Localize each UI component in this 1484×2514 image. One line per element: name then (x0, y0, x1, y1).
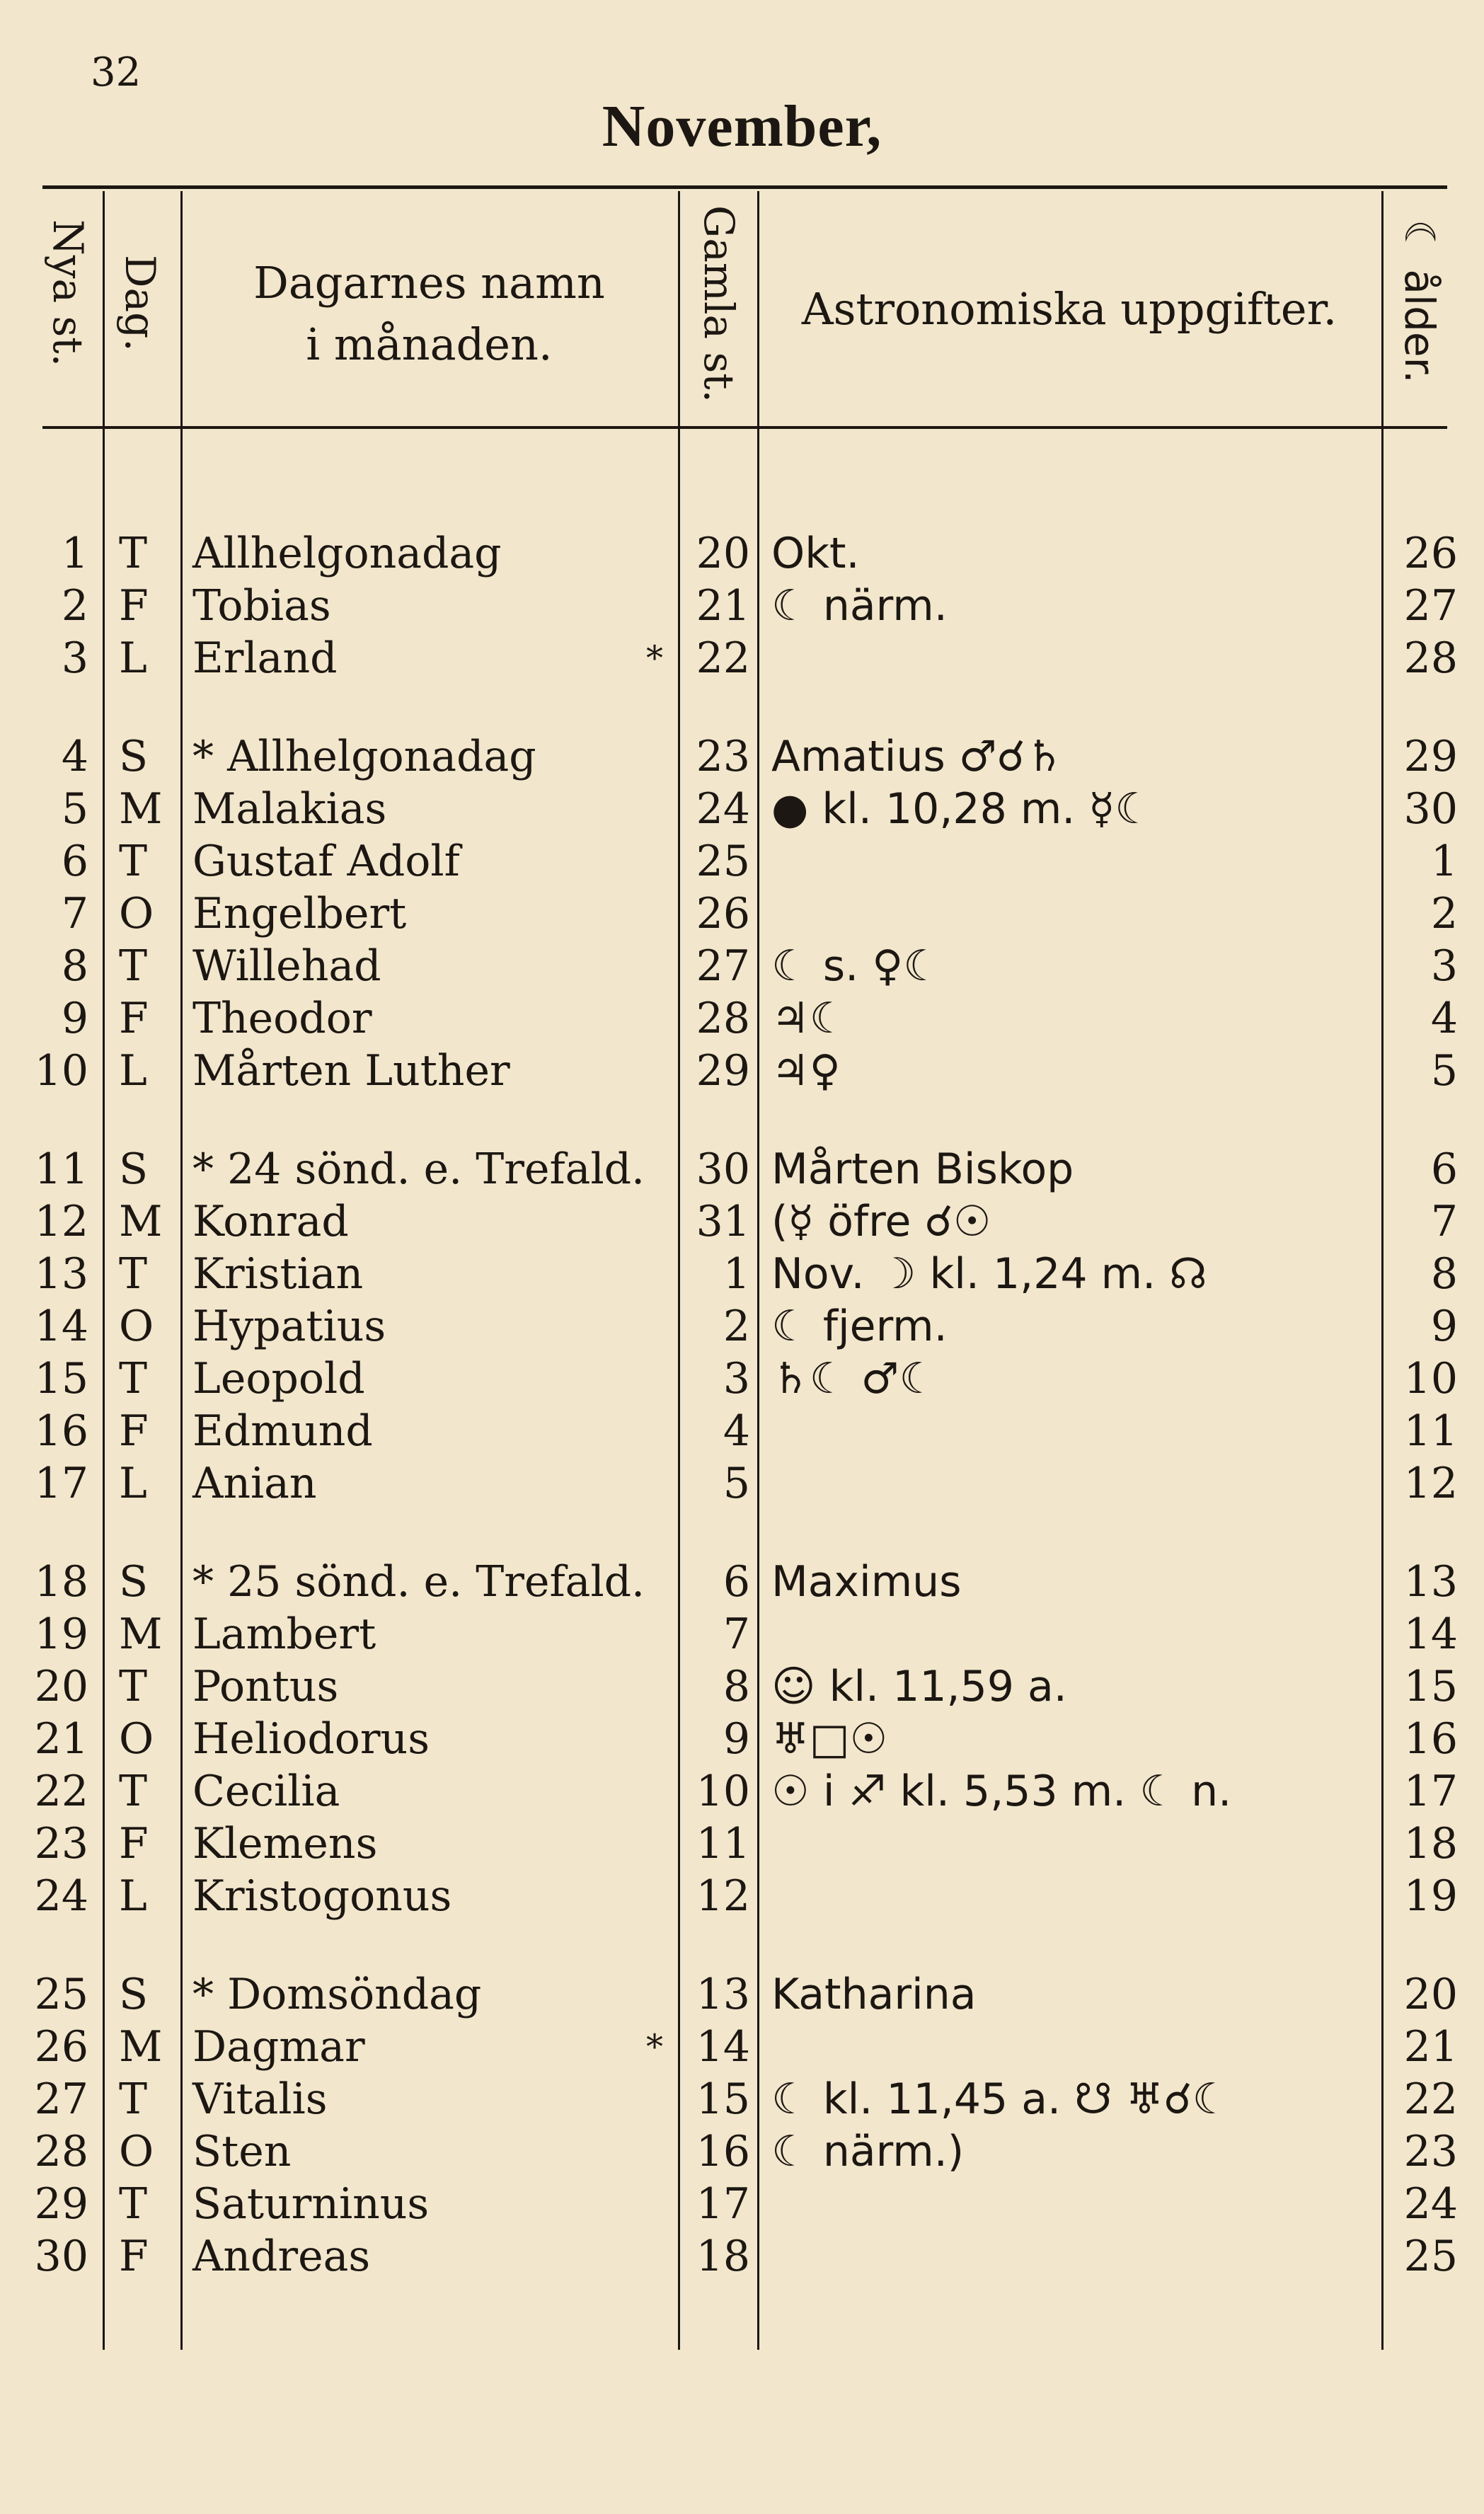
astronomical-note: Mårten Biskop (771, 1144, 1074, 1194)
day-name: * 25 sönd. e. Trefald. (192, 1557, 645, 1607)
day-name: Dagmar (192, 2022, 365, 2072)
day-name: Klemens (192, 1819, 378, 1869)
header-astronomy: Astronomiska uppgifter. (801, 283, 1338, 335)
day-number-new-style: 5 (61, 784, 88, 834)
moon-age: 1 (1430, 837, 1458, 886)
table-row (0, 1968, 1484, 2021)
moon-age: 10 (1403, 1354, 1458, 1404)
weekday-letter: F (119, 994, 149, 1043)
weekday-letter: O (119, 889, 154, 939)
table-row (0, 2021, 1484, 2073)
day-number-old-style: 15 (696, 2074, 750, 2124)
astronomical-note: Katharina (771, 1970, 977, 2019)
table-row (0, 1248, 1484, 1300)
table-row (0, 783, 1484, 835)
moon-age: 20 (1403, 1970, 1458, 2019)
day-name: Heliodorus (192, 1714, 430, 1764)
table-row (0, 1765, 1484, 1818)
weekday-letter: S (119, 732, 149, 781)
astronomical-note: ● kl. 10,28 m. ☿☾ (771, 784, 1154, 834)
day-number-old-style: 12 (696, 1871, 750, 1921)
moon-age: 21 (1403, 2022, 1458, 2072)
header-moon-age: ☾ ålder. (1396, 219, 1444, 384)
table-row (0, 2073, 1484, 2125)
day-number-old-style: 30 (696, 1144, 750, 1194)
weekday-letter: T (119, 941, 148, 991)
day-number-old-style: 10 (696, 1767, 750, 1816)
weekday-letter: F (119, 1406, 149, 1456)
day-number-old-style: 31 (696, 1197, 750, 1246)
day-name: Vitalis (192, 2074, 328, 2124)
table-row (0, 940, 1484, 992)
day-number-new-style: 29 (34, 2179, 88, 2229)
page-title: November, (602, 93, 882, 159)
astronomical-note: ☺ kl. 11,59 a. (771, 1662, 1067, 1711)
table-row (0, 1660, 1484, 1713)
day-name: Hypatius (192, 1302, 386, 1351)
day-number-new-style: 21 (34, 1714, 88, 1764)
weekday-letter: F (119, 1819, 149, 1869)
astronomical-note: ☾ fjerm. (771, 1302, 948, 1351)
day-number-old-style: 24 (696, 784, 750, 834)
day-number-old-style: 20 (696, 529, 750, 578)
day-number-new-style: 14 (34, 1302, 88, 1351)
day-name: Gustaf Adolf (192, 837, 460, 886)
day-number-old-style: 29 (696, 1046, 750, 1096)
astronomical-note: ☉ i ♐ kl. 5,53 m. ☾ n. (771, 1767, 1232, 1816)
day-name: Theodor (192, 994, 372, 1043)
day-number-new-style: 19 (34, 1609, 88, 1659)
day-name: Allhelgonadag (192, 529, 502, 578)
table-row (0, 1300, 1484, 1353)
moon-age: 27 (1403, 581, 1458, 631)
header-gamla-st: Gamla st. (695, 205, 743, 403)
moon-age: 26 (1403, 529, 1458, 578)
day-number-new-style: 4 (61, 732, 88, 781)
table-row (0, 1713, 1484, 1765)
weekday-letter: S (119, 1557, 149, 1607)
weekday-letter: S (119, 1970, 149, 2019)
astronomical-note: Amatius ♂☌♄ (771, 732, 1064, 781)
day-name: * 24 sönd. e. Trefald. (192, 1144, 645, 1194)
day-number-new-style: 10 (34, 1046, 88, 1096)
moon-age: 30 (1403, 784, 1458, 834)
moon-age: 22 (1403, 2074, 1458, 2124)
table-row (0, 527, 1484, 580)
day-number-new-style: 13 (34, 1249, 88, 1299)
day-number-old-style: 23 (696, 732, 750, 781)
day-name: Engelbert (192, 889, 407, 939)
table-row (0, 632, 1484, 684)
moon-age: 4 (1430, 994, 1458, 1043)
weekday-letter: F (119, 2232, 149, 2281)
day-number-new-style: 9 (61, 994, 88, 1043)
day-number-old-style: 16 (696, 2127, 750, 2176)
day-name: Leopold (192, 1354, 365, 1404)
astronomical-note: ☾ s. ♀☾ (771, 941, 941, 991)
table-row (0, 1195, 1484, 1248)
day-name: Malakias (192, 784, 387, 834)
day-name: Saturninus (192, 2179, 430, 2229)
day-name: Konrad (192, 1197, 349, 1246)
header-dag: Dag. (116, 255, 164, 352)
day-number-old-style: 11 (696, 1819, 750, 1869)
day-name: * Domsöndag (192, 1970, 482, 2019)
table-row (0, 1457, 1484, 1510)
day-number-old-style: 4 (723, 1406, 750, 1456)
moon-age: 19 (1403, 1871, 1458, 1921)
day-number-old-style: 5 (723, 1459, 750, 1508)
day-name: Willehad (192, 941, 381, 991)
day-name: Pontus (192, 1662, 339, 1711)
weekday-letter: M (119, 1609, 163, 1659)
weekday-letter: L (119, 1871, 147, 1921)
astronomical-note: ☾ närm. (771, 581, 948, 631)
weekday-letter: O (119, 1714, 154, 1764)
day-number-old-style: 25 (696, 837, 750, 886)
table-row (0, 888, 1484, 940)
moon-age: 5 (1430, 1046, 1458, 1096)
day-number-old-style: 7 (723, 1609, 750, 1659)
day-number-new-style: 17 (34, 1459, 88, 1508)
day-name: Edmund (192, 1406, 373, 1456)
table-row (0, 2125, 1484, 2178)
header-day-names-line2: i månaden. (306, 318, 553, 370)
moon-age: 16 (1403, 1714, 1458, 1764)
weekday-letter: O (119, 1302, 154, 1351)
moon-age: 14 (1403, 1609, 1458, 1659)
day-name: Andreas (192, 2232, 371, 2281)
table-row (0, 1818, 1484, 1870)
day-number-new-style: 1 (61, 529, 88, 578)
weekday-letter: T (119, 2074, 148, 2124)
day-number-new-style: 22 (34, 1767, 88, 1816)
day-name: Tobias (192, 581, 331, 631)
moon-age: 25 (1403, 2232, 1458, 2281)
table-row (0, 1608, 1484, 1660)
weekday-letter: T (119, 1662, 148, 1711)
weekday-letter: T (119, 529, 148, 578)
day-number-new-style: 27 (34, 2074, 88, 2124)
day-number-new-style: 8 (61, 941, 88, 991)
moon-age: 6 (1430, 1144, 1458, 1194)
weekday-letter: S (119, 1144, 149, 1194)
table-row (0, 2178, 1484, 2230)
asterisk-mark: * (646, 2027, 663, 2067)
day-number-new-style: 18 (34, 1557, 88, 1607)
day-number-old-style: 21 (696, 581, 750, 631)
weekday-letter: T (119, 1354, 148, 1404)
table-row (0, 1405, 1484, 1457)
astronomical-note: ♃♀ (771, 1046, 841, 1096)
day-number-old-style: 28 (696, 994, 750, 1043)
day-number-new-style: 7 (61, 889, 88, 939)
day-name: Sten (192, 2127, 292, 2176)
day-number-old-style: 22 (696, 633, 750, 683)
table-row (0, 1353, 1484, 1405)
day-number-old-style: 9 (723, 1714, 750, 1764)
day-number-new-style: 6 (61, 837, 88, 886)
astronomical-note: Nov. ☽ kl. 1,24 m. ☊ (771, 1249, 1207, 1299)
moon-age: 17 (1403, 1767, 1458, 1816)
table-row (0, 992, 1484, 1045)
day-number-old-style: 2 (723, 1302, 750, 1351)
moon-age: 29 (1403, 732, 1458, 781)
day-name: * Allhelgonadag (192, 732, 536, 781)
day-name: Mårten Luther (192, 1046, 510, 1096)
day-number-old-style: 1 (723, 1249, 750, 1299)
day-name: Erland (192, 633, 338, 683)
day-number-old-style: 27 (696, 941, 750, 991)
day-number-new-style: 3 (61, 633, 88, 683)
astronomical-note: ☾ kl. 11,45 a. ☋ ♅☌☾ (771, 2074, 1231, 2124)
weekday-letter: T (119, 2179, 148, 2229)
table-row (0, 730, 1484, 783)
day-number-new-style: 24 (34, 1871, 88, 1921)
day-name: Kristian (192, 1249, 364, 1299)
weekday-letter: M (119, 2022, 163, 2072)
day-number-old-style: 26 (696, 889, 750, 939)
day-number-new-style: 28 (34, 2127, 88, 2176)
day-number-old-style: 13 (696, 1970, 750, 2019)
astronomical-note: ♃☾ (771, 994, 848, 1043)
moon-age: 3 (1430, 941, 1458, 991)
day-number-new-style: 23 (34, 1819, 88, 1869)
day-number-old-style: 6 (723, 1557, 750, 1607)
weekday-letter: F (119, 581, 149, 631)
day-name: Anian (192, 1459, 317, 1508)
day-name: Kristogonus (192, 1871, 452, 1921)
weekday-letter: L (119, 1046, 147, 1096)
day-number-old-style: 17 (696, 2179, 750, 2229)
table-row (0, 1045, 1484, 1097)
table-row (0, 835, 1484, 888)
day-number-new-style: 2 (61, 581, 88, 631)
astronomical-note: ♅□☉ (771, 1714, 888, 1764)
moon-age: 7 (1430, 1197, 1458, 1246)
moon-age: 15 (1403, 1662, 1458, 1711)
day-number-old-style: 8 (723, 1662, 750, 1711)
moon-age: 18 (1403, 1819, 1458, 1869)
day-name: Cecilia (192, 1767, 340, 1816)
day-number-new-style: 20 (34, 1662, 88, 1711)
day-number-new-style: 16 (34, 1406, 88, 1456)
astronomical-note: Maximus (771, 1557, 962, 1607)
day-number-old-style: 3 (723, 1354, 750, 1404)
moon-age: 12 (1403, 1459, 1458, 1508)
weekday-letter: O (119, 2127, 154, 2176)
day-number-old-style: 18 (696, 2232, 750, 2281)
weekday-letter: M (119, 1197, 163, 1246)
moon-age: 24 (1403, 2179, 1458, 2229)
day-number-new-style: 15 (34, 1354, 88, 1404)
day-number-new-style: 25 (34, 1970, 88, 2019)
table-row (0, 1870, 1484, 1922)
moon-age: 8 (1430, 1249, 1458, 1299)
header-bottom-rule (42, 426, 1447, 429)
asterisk-mark: * (646, 638, 663, 678)
weekday-letter: M (119, 784, 163, 834)
moon-age: 9 (1430, 1302, 1458, 1351)
day-number-new-style: 12 (34, 1197, 88, 1246)
header-day-names-line1: Dagarnes namn (253, 257, 605, 309)
day-name: Lambert (192, 1609, 376, 1659)
astronomical-note: Okt. (771, 529, 860, 578)
header-top-rule (42, 185, 1447, 189)
moon-age: 13 (1403, 1557, 1458, 1607)
table-row (0, 580, 1484, 632)
astronomical-note: (☿ öfre ☌☉ (771, 1197, 991, 1246)
weekday-letter: T (119, 1249, 148, 1299)
weekday-letter: L (119, 633, 147, 683)
day-number-new-style: 30 (34, 2232, 88, 2281)
weekday-letter: L (119, 1459, 147, 1508)
day-number-old-style: 14 (696, 2022, 750, 2072)
header-nya-st: Nya st. (44, 219, 92, 367)
page-number: 32 (91, 50, 142, 96)
astronomical-note: ♄☾ ♂☾ (771, 1354, 938, 1404)
table-row (0, 1556, 1484, 1608)
weekday-letter: T (119, 837, 148, 886)
weekday-letter: T (119, 1767, 148, 1816)
table-row (0, 2230, 1484, 2283)
day-number-new-style: 11 (34, 1144, 88, 1194)
astronomical-note: ☾ närm.) (771, 2127, 965, 2176)
moon-age: 23 (1403, 2127, 1458, 2176)
moon-age: 11 (1403, 1406, 1458, 1456)
moon-age: 2 (1430, 889, 1458, 939)
moon-age: 28 (1403, 633, 1458, 683)
day-number-new-style: 26 (34, 2022, 88, 2072)
table-row (0, 1143, 1484, 1195)
